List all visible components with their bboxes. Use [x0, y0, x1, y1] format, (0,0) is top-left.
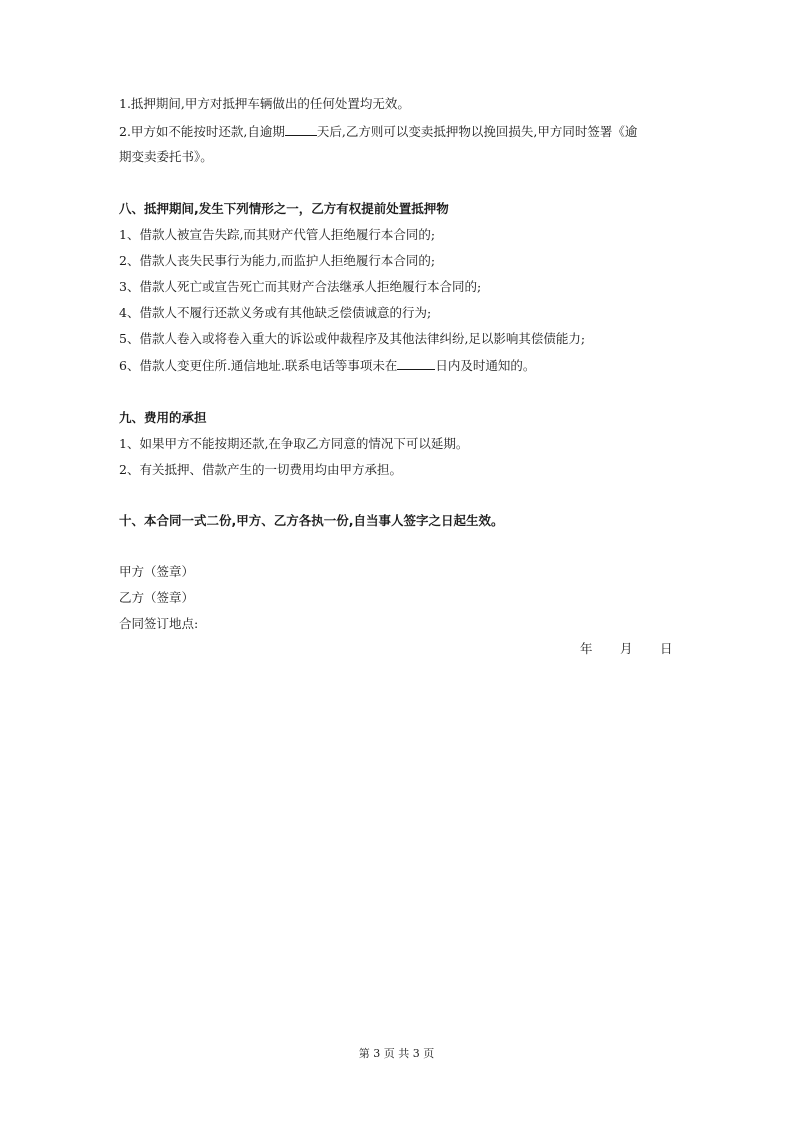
clause-7-item-1: 1.抵押期间,甲方对抵押车辆做出的任何处置均无效。 — [119, 96, 410, 111]
clause-8-item-6 — [119, 357, 535, 374]
clause-8-item-3: 3、借款人死亡或宣告死亡而其财产合法继承人拒绝履行本合同的; — [119, 279, 482, 294]
signing-place: 合同签订地点: — [119, 616, 199, 631]
notice-days-blank — [397, 357, 435, 370]
clause-8-heading: 八、抵押期间,发生下列情形之一，乙方有权提前处置抵押物 — [119, 201, 449, 216]
clause-9-heading: 九、费用的承担 — [119, 410, 207, 425]
clause-8-item-1: 1、借款人被宣告失踪,而其财产代管人拒绝履行本合同的; — [119, 227, 436, 242]
clause-8-item-6-text-b: 日内及时通知的。 — [435, 358, 536, 373]
page-footer: 第 3 页 共 3 页 — [358, 1047, 435, 1060]
clause-7-item-2-text-b: 天后,乙方则可以变卖抵押物以挽回损失,甲方同时签署《逾 — [316, 124, 638, 139]
date-year-label: 年 — [580, 641, 593, 656]
clause-9-item-2: 2、有关抵押、借款产生的一切费用均由甲方承担。 — [119, 462, 402, 477]
clause-8-item-4: 4、借款人不履行还款义务或有其他缺乏偿债诚意的行为; — [119, 305, 432, 320]
days-blank — [285, 123, 317, 136]
party-a-signature: 甲方（签章） — [119, 564, 195, 579]
clause-8-item-5: 5、借款人卷入或将卷入重大的诉讼或仲裁程序及其他法律纠纷,足以影响其偿债能力; — [119, 331, 586, 346]
signing-date — [580, 641, 673, 657]
party-b-signature: 乙方（签章） — [119, 590, 195, 605]
clause-7-item-2-cont: 期变卖委托书》。 — [119, 149, 213, 164]
clause-8-item-6-text-a: 6、借款人变更住所.通信地址.联系电话等事项未在 — [119, 358, 398, 373]
clause-8-item-2: 2、借款人丧失民事行为能力,而监护人拒绝履行本合同的; — [119, 253, 436, 268]
clause-10-heading: 十、本合同一式二份,甲方、乙方各执一份,自当事人签字之日起生效。 — [119, 513, 504, 528]
clause-7-item-2-text-a: 2.甲方如不能按时还款,自逾期 — [119, 124, 285, 139]
clause-9-item-1: 1、如果甲方不能按期还款,在争取乙方同意的情况下可以延期。 — [119, 436, 469, 451]
date-month-label: 月 — [620, 641, 633, 656]
clause-7-item-2 — [119, 123, 637, 140]
date-day-label: 日 — [660, 641, 673, 656]
